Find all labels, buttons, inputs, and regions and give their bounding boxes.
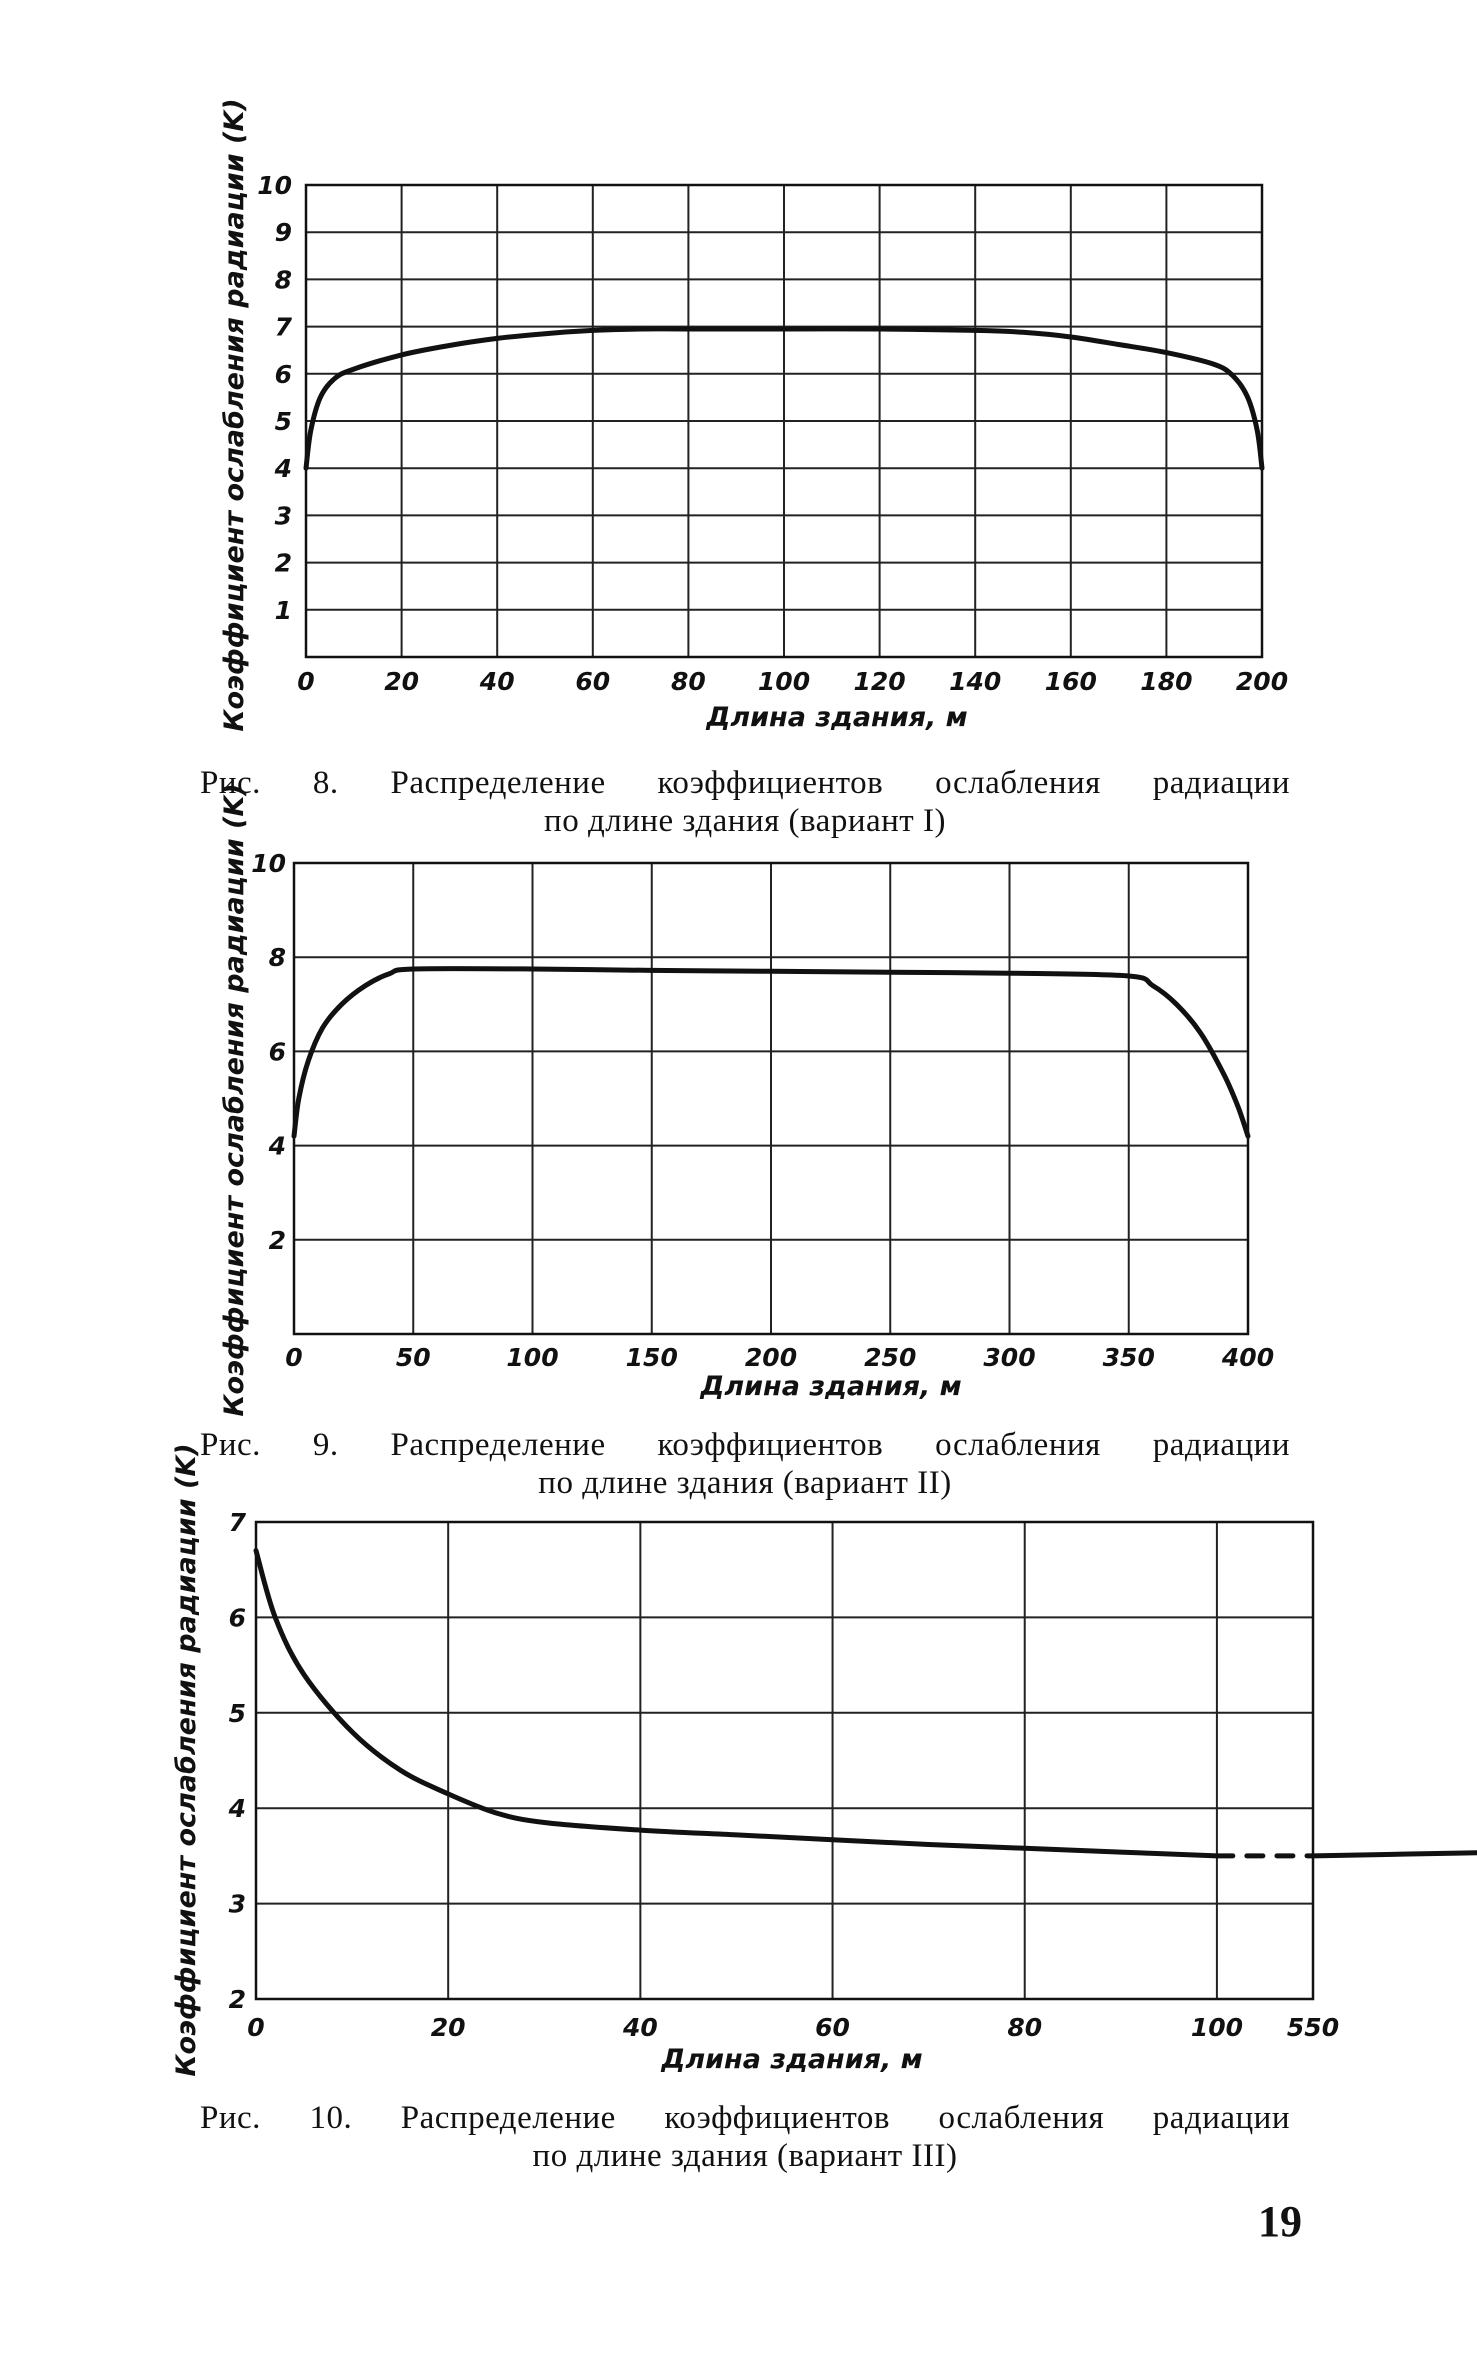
- x-axis-label: Длина здания, м: [700, 1371, 962, 1402]
- caption-line-1: Рис. 9. Распределение коэффициентов ослабления радиации: [200, 1427, 1290, 1463]
- caption-line-2: по длине здания (вариант I): [544, 803, 946, 839]
- plot-frame: [256, 1522, 1313, 1999]
- y-tick-labels: [228, 1508, 247, 2014]
- x-tick-label: 50: [395, 1343, 431, 1372]
- caption-line-1: Рис. 10. Распределение коэффициентов ослабления радиации: [200, 2100, 1290, 2136]
- x-tick-label: 120: [853, 667, 906, 696]
- x-tick-label: 400: [1221, 1343, 1275, 1372]
- y-tick-label: 2: [274, 548, 292, 578]
- caption-line-1: Рис. 8. Распределение коэффициентов ослабления радиации: [200, 765, 1290, 801]
- x-tick-label: 180: [1140, 667, 1193, 696]
- y-tick-label: 6: [274, 359, 292, 389]
- x-tick-label: 550: [1286, 2013, 1340, 2042]
- x-tick-label: 60: [575, 667, 611, 696]
- x-tick-label: 100: [1190, 2013, 1244, 2042]
- y-tick-label: 3: [228, 1889, 246, 1919]
- y-tick-label: 8: [268, 943, 286, 973]
- y-tick-label: 5: [228, 1698, 246, 1728]
- x-tick-label: 20: [430, 2013, 466, 2042]
- grid: [256, 1522, 1477, 1999]
- y-axis-label: Коэффициент ослабления радиации (K): [171, 1443, 202, 2077]
- x-tick-label: 150: [625, 1343, 678, 1372]
- page-number: 19: [1258, 2197, 1302, 2246]
- y-tick-label: 10: [251, 849, 286, 878]
- x-axis-label: Длина здания, м: [661, 2044, 923, 2075]
- x-tick-label: 80: [671, 667, 706, 696]
- y-tick-label: 6: [228, 1603, 246, 1633]
- x-tick-label: 350: [1102, 1343, 1155, 1372]
- x-axis-label: Длина здания, м: [706, 702, 968, 733]
- x-tick-label: 0: [285, 1343, 303, 1372]
- y-tick-label: 9: [274, 218, 292, 248]
- y-tick-label: 7: [228, 1508, 246, 1537]
- x-tick-label: 0: [297, 667, 315, 696]
- x-tick-label: 140: [949, 667, 1002, 696]
- x-tick-label: 100: [506, 1343, 559, 1372]
- y-tick-label: 10: [257, 171, 292, 200]
- y-tick-label: 8: [274, 265, 292, 295]
- x-tick-label: 20: [384, 667, 419, 696]
- series-line: [1313, 1551, 1477, 1856]
- x-tick-label: 0: [247, 2013, 265, 2042]
- caption-figure-10: [200, 2099, 1290, 2175]
- caption-line-2: по длине здания (вариант III): [532, 2138, 958, 2174]
- y-axis-label: Коэффициент ослабления радиации (K): [219, 783, 250, 1417]
- y-tick-label: 4: [268, 1131, 286, 1161]
- x-tick-label: 200: [744, 1343, 798, 1372]
- x-tick-label: 80: [1007, 2013, 1043, 2042]
- y-axis-label: Коэффициент ослабления радиации (K): [219, 98, 250, 732]
- y-tick-label: 7: [274, 312, 292, 342]
- x-tick-label: 60: [815, 2013, 850, 2042]
- caption-line-2: по длине здания (вариант II): [538, 1465, 952, 1501]
- x-tick-label: 40: [479, 667, 515, 696]
- x-tick-label: 100: [757, 667, 811, 696]
- x-tick-label: 200: [1235, 667, 1289, 696]
- x-tick-label: 300: [983, 1343, 1036, 1372]
- y-tick-label: 4: [274, 454, 292, 484]
- y-tick-label: 6: [268, 1037, 286, 1067]
- y-tick-label: 4: [228, 1794, 246, 1824]
- y-tick-label: 1: [274, 595, 292, 625]
- x-tick-labels: [247, 2013, 1477, 2042]
- x-tick-label: 160: [1044, 667, 1097, 696]
- y-tick-label: 2: [228, 1985, 246, 2014]
- series-line: [256, 1551, 1217, 1856]
- y-tick-label: 2: [268, 1225, 286, 1255]
- x-tick-label: 250: [864, 1343, 917, 1372]
- y-tick-label: 3: [274, 501, 292, 531]
- y-tick-label: 5: [274, 407, 292, 436]
- x-tick-label: 40: [622, 2013, 658, 2042]
